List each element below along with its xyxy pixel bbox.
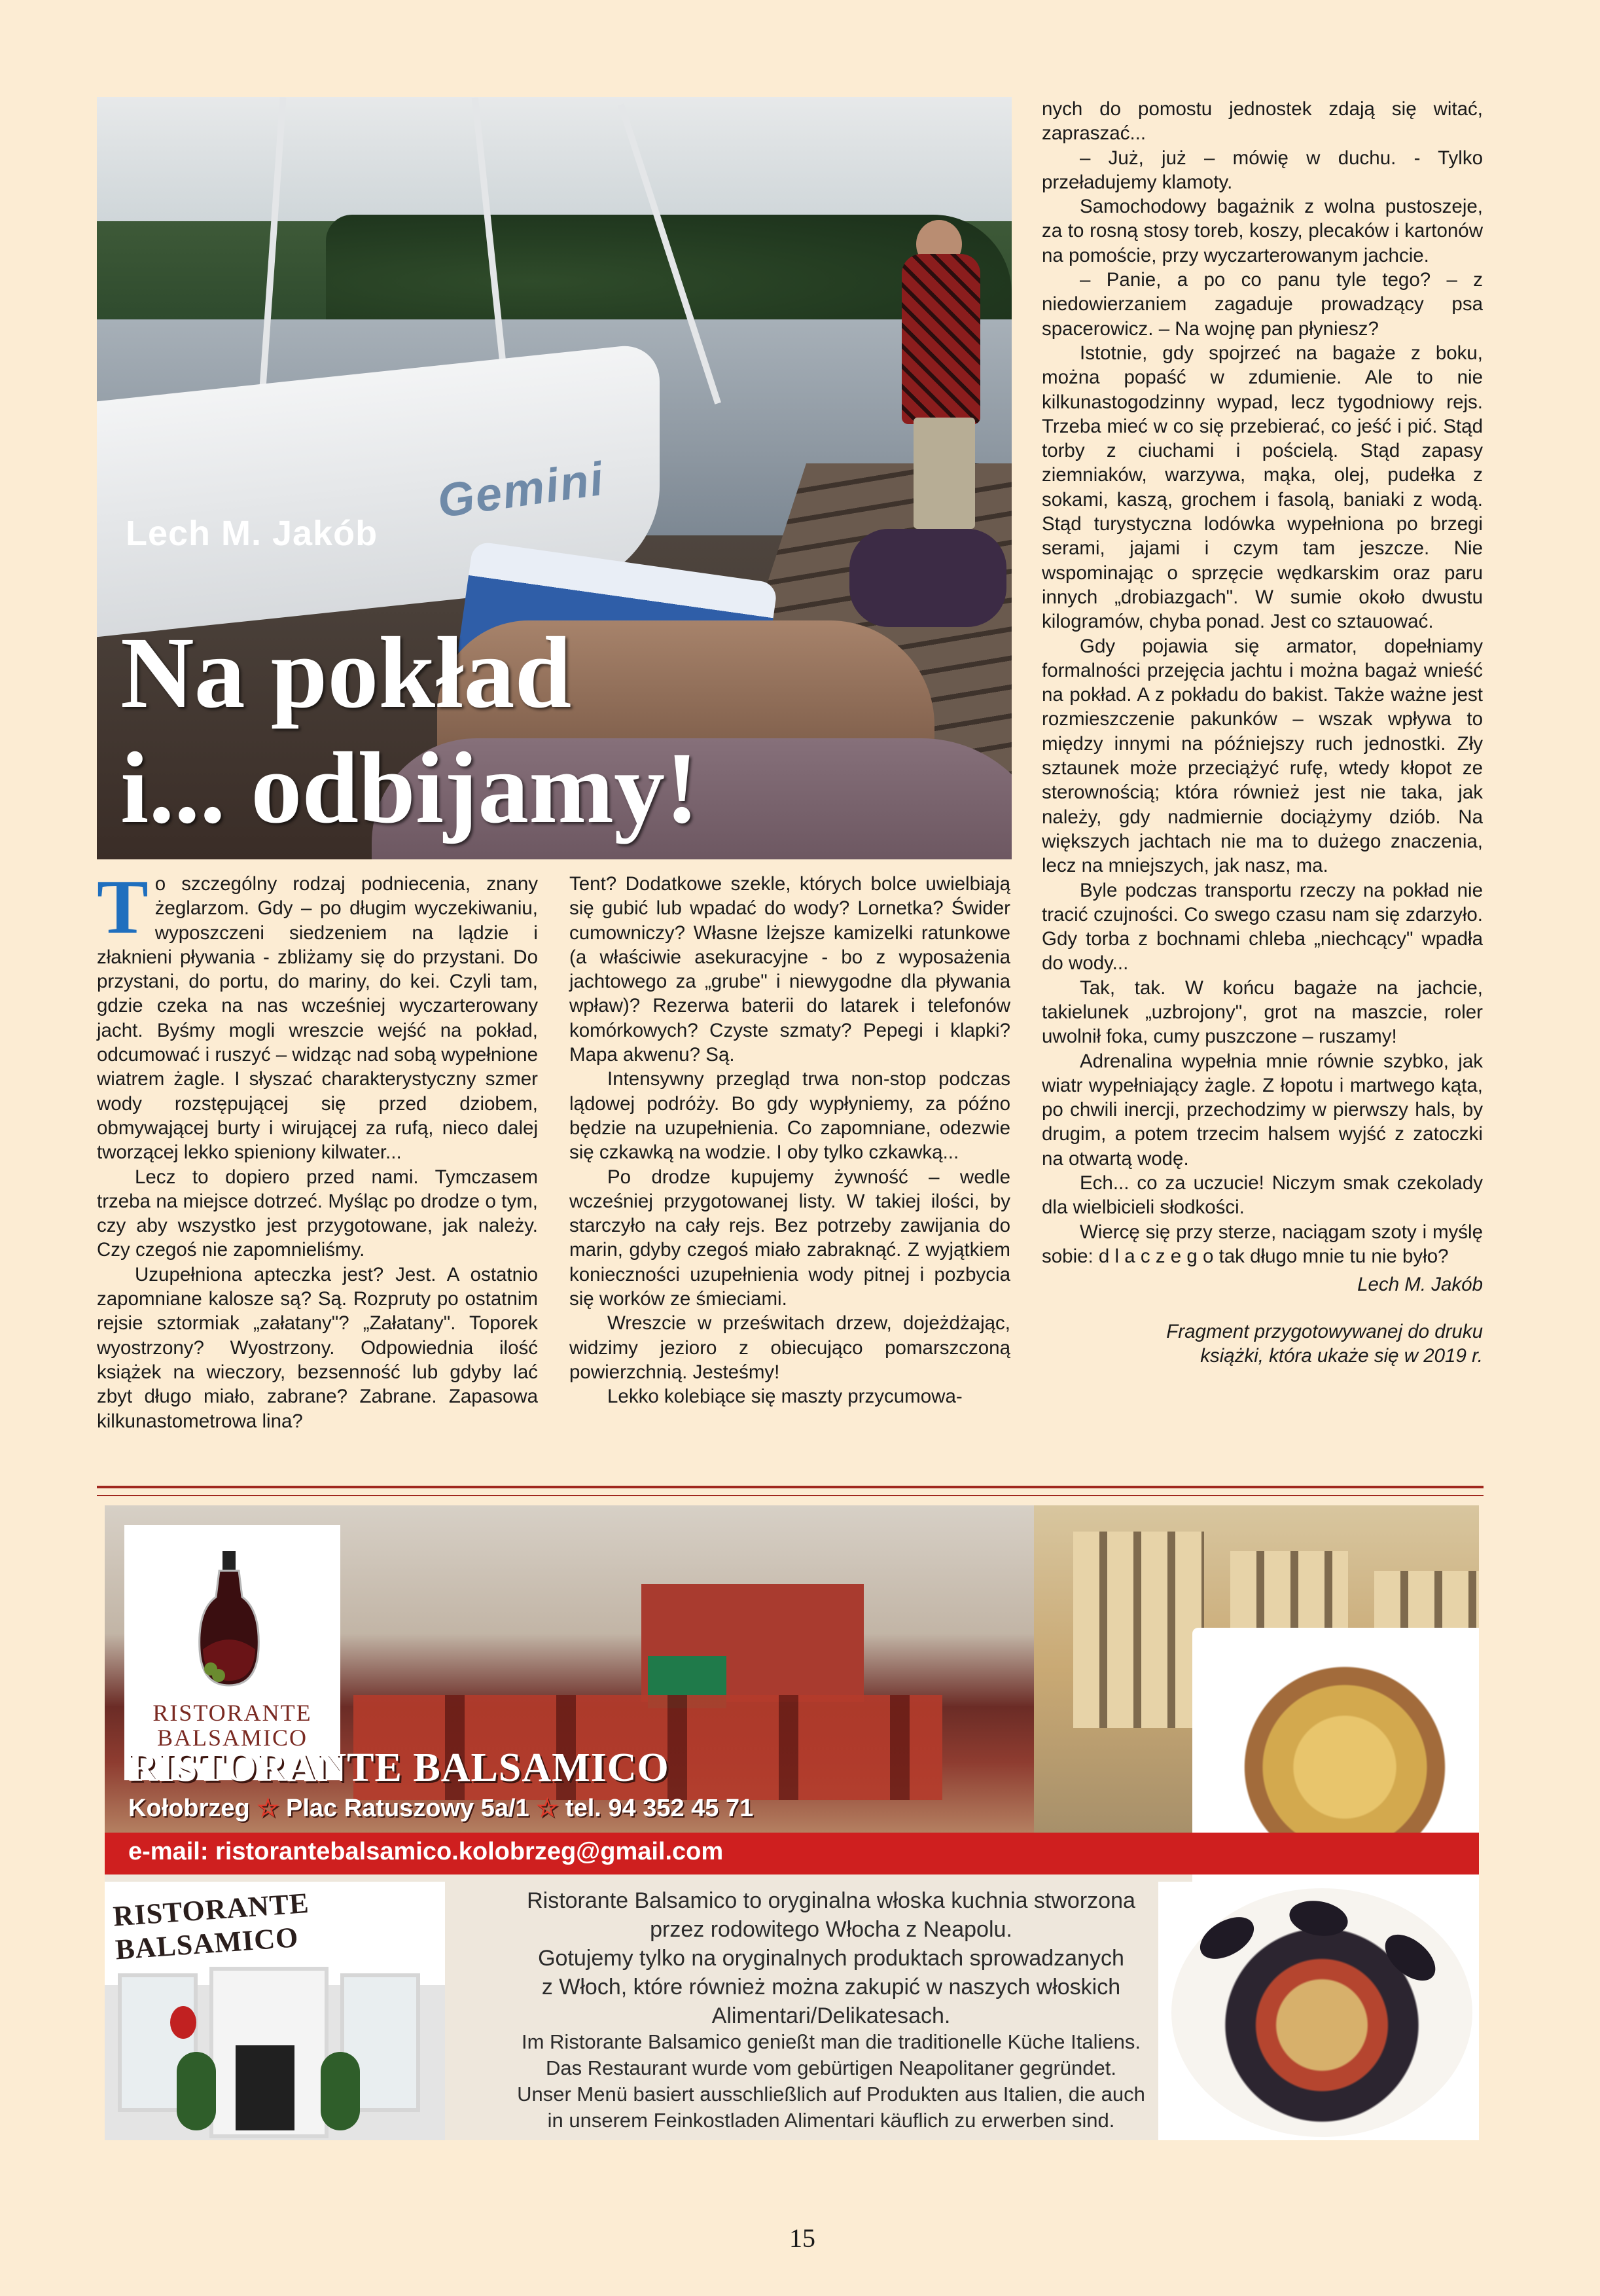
storefront-sign: RISTORANTE BALSAMICO (112, 1886, 310, 1966)
photo-plant (177, 2052, 216, 2130)
photo-boat-name: Gemini (434, 452, 608, 528)
restaurant-email: e-mail: ristorantebalsamico.kolobrzeg@gmail.com (128, 1838, 724, 1865)
ad-divider (97, 1486, 1484, 1488)
drop-cap: T (97, 864, 149, 950)
restaurant-advertisement (105, 1505, 1479, 2140)
paragraph: Tak, tak. W końcu bagaże na jachcie, takielunek „uzbrojony", grot na maszcie, roler uwolnił foka, cumy puszczone – ruszamy! (1042, 977, 1483, 1048)
ad-divider (97, 1495, 1484, 1496)
paragraph: Po drodze kupujemy żywność – wedle wcześniej przygotowanej listy. W takiej ilości, by starczyło na cały rejs. Bez potrzeby zawijania do marin, gdyby czegoś miało zabraknąć. Z wyjątkiem konieczności uzupełnienia wody pitnej i pozbycia się worków ze śmieciami. (569, 1166, 1010, 1310)
photo-sailor-legs (914, 418, 975, 529)
paragraph: – Panie, a po co panu tyle tego? – z niedowierzaniem zagaduje prowadzący psa spacerowicz. – Na wojnę pan płyniesz? (1042, 269, 1483, 340)
paragraph: Lekko kolebiące się maszty przycumowa- (607, 1386, 963, 1408)
description-line: z Włoch, które również można zakupić w naszych włoskich (541, 1975, 1121, 2000)
title-line: Na pokład (120, 616, 572, 729)
restaurant-logo (124, 1525, 340, 1780)
address-city: Kołobrzeg (128, 1795, 250, 1822)
logo-wordmark-line: BALSAMICO (156, 1725, 308, 1751)
photo-sky (97, 97, 1012, 221)
description-line: Ristorante Balsamico to oryginalna włoska kuchnia stworzona (527, 1888, 1135, 1913)
fragment-note-line: Fragment przygotowywanej do druku (1166, 1320, 1483, 1342)
paragraph-text: o szczególny rodzaj podniecenia, znany żeglarzom. Gdy – po długim wyczekiwaniu, wyposzczeni siedzeniem na lądzie i złaknieni pływania - zbliżamy się do przystani. Do przystani, do portu, do mariny, do kei. Czyli tam, gdzie czeka na nas wcześniej wyczarterowany jacht. Byśmy mogli wreszcie wejść na pokład, odcumować i ruszyć – widząc nad sobą wypełnione wiatrem żagle. I słyszać charakterystyczny szmer wody rozstępującej się przed dziobem, obmywającej burty i wirującej za rufą, nieco dalej tworzącej lekko spieniony kilwater... (97, 873, 538, 1164)
description-polish (458, 1886, 1204, 2030)
description-line: Im Ristorante Balsamico genießt man die traditionelle Küche Italiens. (522, 2030, 1141, 2053)
photo-menu-board (236, 2045, 294, 2130)
title-line: i... odbijamy! (120, 731, 700, 844)
paragraph: Gdy pojawia się armator, dopełniamy formalności przejęcia jachtu i można bagaż wnieść na pokład. A z pokładu do bakist. Także ważne jest rozmieszczenie pakunków – wszak wpływa to między innymi na późniejszy ruch jednostki. Zły sztaunek może przeciążyć rufę, wtedy kłopot ze sterownością; która również jest nie taka, jak należy, gdy nadmiernie dociążymy dziób. Na większych jachtach nie ma to dużego znaczenia, lecz na mniejszych, jak nasz, ma. (1042, 635, 1483, 877)
paragraph: Adrenalina wypełnia mnie równie szybko, jak wiatr wypełniający żagle. Z łopotu i martwego kąta, po chwili inercji, przechodzimy w pierwszy hals, by drugim, a potem trzecim halsem wyjść z zatoczki na otwartą wodę. (1042, 1050, 1483, 1170)
description-line: Gotujemy tylko na oryginalnych produktach sprowadzanych (538, 1946, 1124, 1971)
paragraph (97, 864, 538, 1165)
photo-sailor-body (902, 254, 980, 424)
paragraph: Istotnie, gdy spojrzeć na bagaże z boku, można popaść w zdumienie. Ale to nie kilkunastogodzinny wypad, lecz tygodniowy rejs. Trzeba mieć w co się przebierać, co jeść i pić. Stąd torby z ciuchami i pościelą. Stąd zapasy ziemniaków, warzywa, mąka, olej, pudełka z sokami, kaszą, grochem i fasolą, baniaki z wodą. Stąd turystyczna lodówka wypełniona po brzegi serami, jajami i czym tam jeszcze. Nie wspominając o sprzęcie wędkarskim oraz paru innych „drobiazgach". W sumie około dwustu kilogramów, chyba ponad. Jest co sztauować. (1042, 342, 1483, 633)
paragraph: Lecz to dopiero przed nami. Tymczasem trzeba na miejsce dotrzeć. Myśląc po drodze o tym, czy aby wszystko jest przygotowane, jak należy. Czy czegoś nie zapomnieliśmy. (97, 1166, 538, 1261)
paragraph: Byle podczas transportu rzeczy na pokład nie tracić czujności. Co swego czasu nam się zdarzyło. Gdy torba z bochnami chleba „niechcący" wpadła do wody... (1042, 879, 1483, 975)
photo-balloon (170, 2006, 196, 2039)
logo-wordmark (124, 1700, 340, 1750)
star-icon: ☆ (257, 1795, 279, 1822)
description-line: przez rodowitego Włocha z Neapolu. (650, 1917, 1012, 1942)
photo-building (1073, 1532, 1204, 1728)
star-icon: ☆ (536, 1795, 559, 1822)
restaurant-name: RISTORANTE BALSAMICO (128, 1746, 669, 1790)
restaurant-address (128, 1793, 753, 1823)
paragraph: Uzupełniona apteczka jest? Jest. A ostatnio zapomniane kalosze są? Są. Rozpruty po ostatnim rejsie sztormiak „załatany"? „Załatany". Toporek wyostrzony? Wyostrzony. Odpowiednia ilość książek na wieczory, bezsenność lub gdyby lać zbyt długo miało, zabrane? Zabrane. Zapasowa kilkunastometrowa lina? (97, 1263, 538, 1432)
paragraph: nych do pomostu jednostek zdają się witać, zapraszać... (1042, 98, 1483, 145)
fragment-note (1042, 1319, 1483, 1369)
paragraph: Ech... co za uczucie! Niczym smak czekolady dla wielbicieli słodkości. (1042, 1172, 1483, 1219)
article-title (120, 615, 699, 846)
description-line: Unser Menü basiert ausschließlich auf Produkten aus Italien, die auch (517, 2083, 1145, 2106)
description-german (458, 2029, 1204, 2134)
balsamic-bottle-icon (196, 1551, 262, 1689)
photo-plant (321, 2052, 360, 2130)
description-line: Das Restaurant wurde vom gebürtigen Neapolitaner gegründet. (546, 2056, 1116, 2079)
article-column-1 (97, 864, 538, 1433)
paragraph: Wreszcie w prześwitach drzew, dojeżdżając, widzimy jezioro z obiecująco pomarszczoną powierzchnią. Jesteśmy! (569, 1312, 1010, 1383)
mussels-dish-photo (1158, 1882, 1479, 2140)
paragraph: Tent? Dodatkowe szekle, których bolce uwielbiają się gubić lub wpadać do wody? Lornetka? Świder cumowniczy? Własne lżejsze kamizelki ratunkowe (a właściwie asekuracyjne - bo z wyposażenia jachtowego za „grube" i niewygodne dla pływania wpław)? Rezerwa baterii do latarek i telefonów komórkowych? Czyste szmaty? Pepegi i klapki? Mapa akwenu? Są. (569, 873, 1010, 1066)
article-column-3 (1042, 97, 1483, 1368)
paragraph: Intensywny przegląd trwa non-stop podczas lądowej podróży. Bo gdy wypłyniemy, za późno będzie na uzupełnienia. Co zapomniane, odezwie się czkawką na wodzie. I oby tylko czkawką... (569, 1068, 1010, 1164)
storefront-photo (105, 1882, 445, 2140)
paragraph: – Już, już – mówię w duchu. - Tylko przeładujemy klamoty. (1042, 147, 1483, 193)
description-line: in unserem Feinkostladen Alimentari käuflich zu erwerben sind. (547, 2109, 1115, 2132)
article-column-2 (569, 872, 1010, 1409)
paragraph: Wiercę się przy sterze, naciągam szoty i myślę sobie: d l a c z e g o tak długo mnie tu nie było? (1042, 1221, 1483, 1267)
paragraph: Samochodowy bagażnik z wolna pustoszeje, za to rosną stosy toreb, koszy, plecaków i kartonów na pomoście, przy wyczarterowanym jachcie. (1042, 196, 1483, 266)
logo-wordmark-line: RISTORANTE (152, 1700, 312, 1726)
address-street: Plac Ratuszowy 5a/1 (285, 1795, 529, 1822)
photo-bag (849, 529, 1006, 627)
page-number: 15 (789, 2223, 815, 2253)
signature: Lech M. Jakób (1357, 1274, 1483, 1296)
address-phone: tel. 94 352 45 71 (565, 1795, 754, 1822)
description-line: Alimentari/Delikatesach. (711, 2003, 951, 2028)
fragment-note-line: książki, która ukaże się w 2019 r. (1200, 1344, 1483, 1367)
author-overlay: Lech M. Jakób (126, 514, 378, 553)
